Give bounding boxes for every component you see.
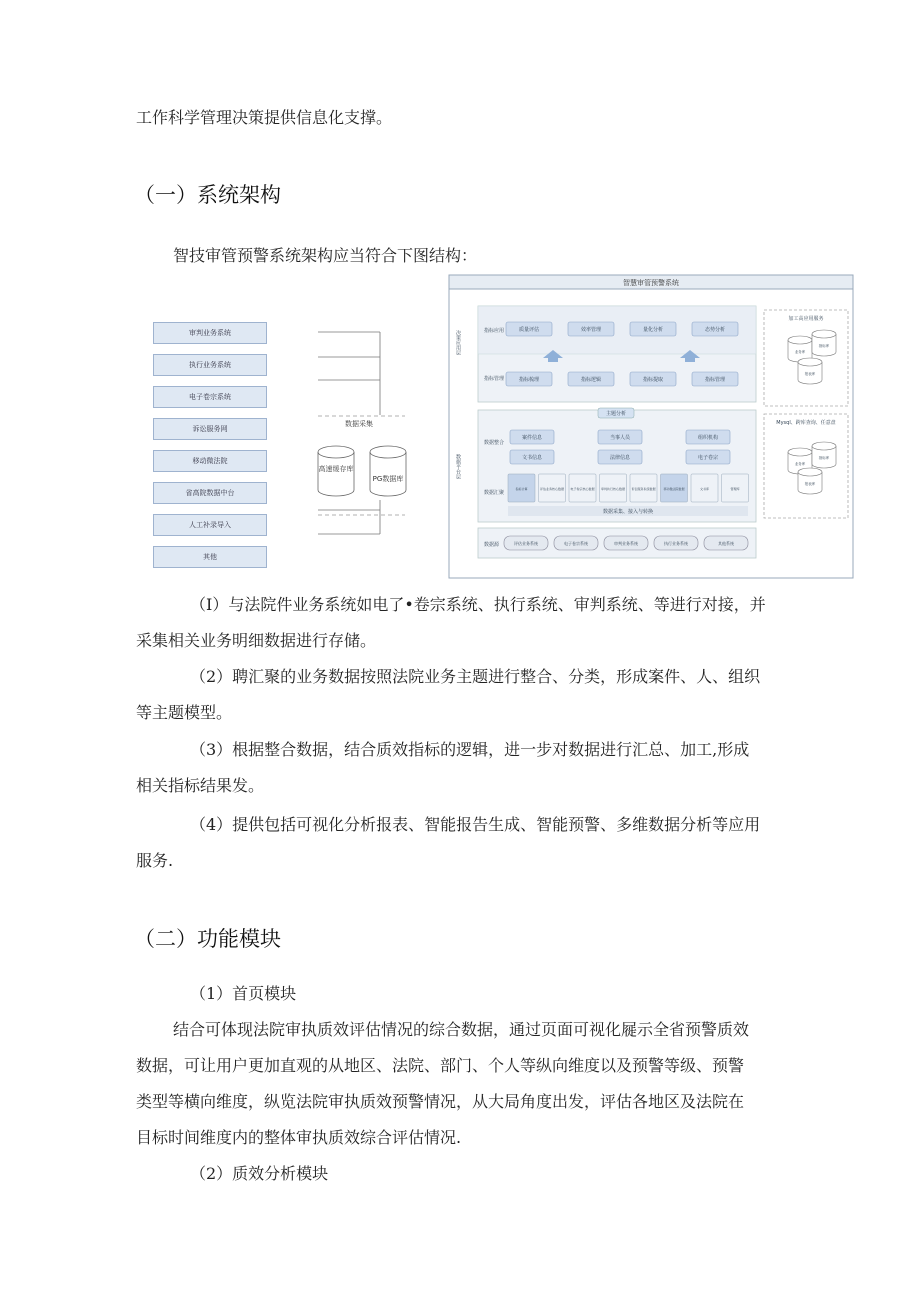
topic-box-label: 当事人员 bbox=[609, 435, 631, 441]
source-system-box: 诉讼服务网 bbox=[153, 418, 267, 440]
source-db-icon bbox=[604, 536, 648, 550]
gather-box bbox=[600, 474, 627, 502]
gather-box-label: 指标计算 bbox=[515, 487, 528, 491]
side-db-icon bbox=[798, 358, 822, 384]
source-layer-label: 数据源 bbox=[484, 542, 500, 548]
paragraph-line: 类型等横向维度，纵览法院审执质效预警情况，从大局角度出发，评估各地区及法院在 bbox=[136, 1092, 745, 1111]
calc-box bbox=[692, 372, 738, 386]
paragraph-line: 结合可体现法院审执质效评估情况的综合数据，通过页面可视化屣示全省预警质效 bbox=[173, 1020, 750, 1039]
topic-box-label: 文书信息 bbox=[521, 455, 543, 461]
gather-box bbox=[630, 474, 657, 502]
figure-lead-text: 智技审管预警系统架构应当符合下图结构： bbox=[173, 246, 478, 265]
gather-box bbox=[661, 474, 688, 502]
topic-box bbox=[510, 450, 554, 464]
cache-db-label: 高速缓存库 bbox=[318, 465, 354, 473]
source-system-box: 人工补录导入 bbox=[153, 514, 267, 536]
gather-box-label: 文书库 bbox=[699, 487, 710, 491]
gather-box bbox=[508, 474, 535, 502]
subheading-home-module: （1）首页模块 bbox=[190, 984, 297, 1003]
architecture-figure-right bbox=[448, 274, 854, 580]
flow-label: 数据采集、接入与转换 bbox=[602, 509, 654, 515]
app-box-label: 效率管理 bbox=[580, 327, 602, 333]
app-box-label: 量化分析 bbox=[642, 327, 664, 333]
source-db-icon bbox=[504, 536, 548, 550]
app-box bbox=[506, 322, 552, 336]
collection-diagram bbox=[300, 320, 440, 570]
item-1-line-1: （I）与法院件业务系统如电了•卷宗系统、执行系统、审判系统、等进行对接，并 bbox=[190, 595, 766, 614]
system-title: 智慧审管预警系统 bbox=[623, 279, 679, 287]
source-db-label: 其他系统 bbox=[718, 541, 734, 546]
source-db-label: 评估业务系统 bbox=[514, 541, 538, 546]
source-db-label: 审判业务系统 bbox=[614, 541, 638, 546]
item-2-line-2: 等主题模型。 bbox=[136, 703, 233, 722]
calc-box bbox=[630, 372, 676, 386]
collect-label: 数据采集 bbox=[345, 420, 373, 428]
layer-platform-label: 数据平台层 bbox=[455, 454, 461, 479]
paragraph-line: 目标时间维度内的整体审执质效综合评估情况. bbox=[136, 1128, 462, 1147]
source-system-box: 省高院数据中台 bbox=[153, 482, 267, 504]
calc-box-label: 指标管理 bbox=[704, 377, 726, 383]
calc-box bbox=[568, 372, 614, 386]
source-db-icon bbox=[554, 536, 598, 550]
source-db-label: 执行业务系统 bbox=[664, 541, 688, 546]
app-box-label: 质量评估 bbox=[518, 327, 540, 333]
topic-box bbox=[510, 430, 554, 444]
side-db-icon bbox=[812, 442, 836, 468]
app-box bbox=[630, 322, 676, 336]
topic-box-label: 电子卷宗 bbox=[697, 455, 719, 461]
topic-box bbox=[598, 450, 642, 464]
side-top-label: 加工高应用服务 bbox=[788, 316, 824, 322]
gather-box-label: 移动微法院数据 bbox=[663, 487, 685, 491]
gather-box-label: 诉讼服务系统数据 bbox=[631, 487, 656, 491]
side-db-label: 指标库 bbox=[818, 344, 830, 348]
topic-box-label: 组织机构 bbox=[697, 435, 719, 441]
topic-box-label: 法律信息 bbox=[609, 455, 631, 461]
topic-box bbox=[598, 430, 642, 444]
topic-box bbox=[686, 450, 730, 464]
topic-box bbox=[686, 430, 730, 444]
side-db-label: 指标库 bbox=[818, 456, 830, 460]
row-calc-label: 指标管理 bbox=[484, 376, 505, 382]
item-1-line-2: 采集相关业务明细数据进行存储。 bbox=[136, 631, 377, 650]
source-system-box: 电子卷宗系统 bbox=[153, 386, 267, 408]
integrate-label: 数据整合 bbox=[484, 440, 505, 446]
side-db-icon bbox=[812, 330, 836, 356]
item-4-line-2: 服务. bbox=[136, 851, 174, 870]
app-box bbox=[568, 322, 614, 336]
source-system-box: 审判业务系统 bbox=[153, 322, 267, 344]
side-db-label: 报表库 bbox=[804, 372, 816, 376]
gather-box-label: 电子卷宗核心数据 bbox=[570, 487, 595, 491]
topic-box-label: 案件信息 bbox=[521, 435, 543, 441]
side-db-label: 报表库 bbox=[804, 482, 816, 486]
source-system-box: 其他 bbox=[153, 546, 267, 568]
item-4-line-1: （4）提供包括可视化分析报表、智能报告生成、智能预警、多维数据分析等应用 bbox=[190, 815, 761, 834]
paragraph-line: 数据，可让用户更加直观的从地区、法院、部门、个人等纵向维度以及预警等级、预警 bbox=[136, 1056, 745, 1075]
source-db-icon bbox=[704, 536, 748, 550]
gather-box-label: 管理库 bbox=[730, 487, 740, 491]
gather-box bbox=[569, 474, 596, 502]
app-box bbox=[692, 322, 738, 336]
calc-box bbox=[506, 372, 552, 386]
source-system-box: 执行业务系统 bbox=[153, 354, 267, 376]
side-db-label: 业务库 bbox=[794, 350, 806, 354]
layer-decision-label: 决策应用层 bbox=[455, 330, 461, 355]
item-3-line-2: 相关指标结果发。 bbox=[136, 776, 265, 795]
calc-box-label: 指标梳理 bbox=[518, 377, 540, 383]
pg-db-label: PG数据库 bbox=[372, 475, 404, 483]
topic-analysis-label: 主题分析 bbox=[605, 411, 627, 417]
item-3-line-1: （3）根据整合数据，结合质效指标的逻辑，进一步对数据进行汇总、加工,形成 bbox=[190, 740, 750, 759]
gather-box-label: 审判执行核心数据 bbox=[600, 487, 626, 491]
pg-db-icon bbox=[370, 446, 406, 496]
row-app-label: 指标应用 bbox=[484, 328, 505, 334]
gather-box bbox=[722, 474, 749, 502]
intro-text: 工作科学管理决策提供信息化支撑。 bbox=[136, 108, 393, 127]
source-system-box: 移动微法院 bbox=[153, 450, 267, 472]
side-db-icon bbox=[798, 468, 822, 494]
gather-box-label: 评估业务核心数据 bbox=[539, 487, 565, 491]
gather-box bbox=[539, 474, 566, 502]
side-db-label: 业务库 bbox=[794, 462, 806, 466]
section-heading-modules: （二）功能模块 bbox=[134, 927, 281, 951]
section-heading-architecture: （一）系统架构 bbox=[134, 183, 281, 207]
calc-box-label: 指标逻辑 bbox=[580, 377, 602, 383]
source-db-icon bbox=[654, 536, 698, 550]
item-2-line-1: （2）聘汇聚的业务数据按照法院业务主题进行整合、分类，形成案件、人、组织 bbox=[190, 667, 761, 686]
source-db-label: 电子卷宗系统 bbox=[564, 541, 588, 546]
subheading-quality-module: （2）质效分析模块 bbox=[190, 1164, 329, 1183]
calc-box-label: 指标提取 bbox=[642, 377, 664, 383]
app-box-label: 态势分析 bbox=[704, 327, 726, 333]
gather-box bbox=[691, 474, 718, 502]
side-bottom-label: Mysql、跨库查询、任意盘 bbox=[776, 420, 836, 426]
gather-label: 数据汇聚 bbox=[484, 490, 505, 496]
